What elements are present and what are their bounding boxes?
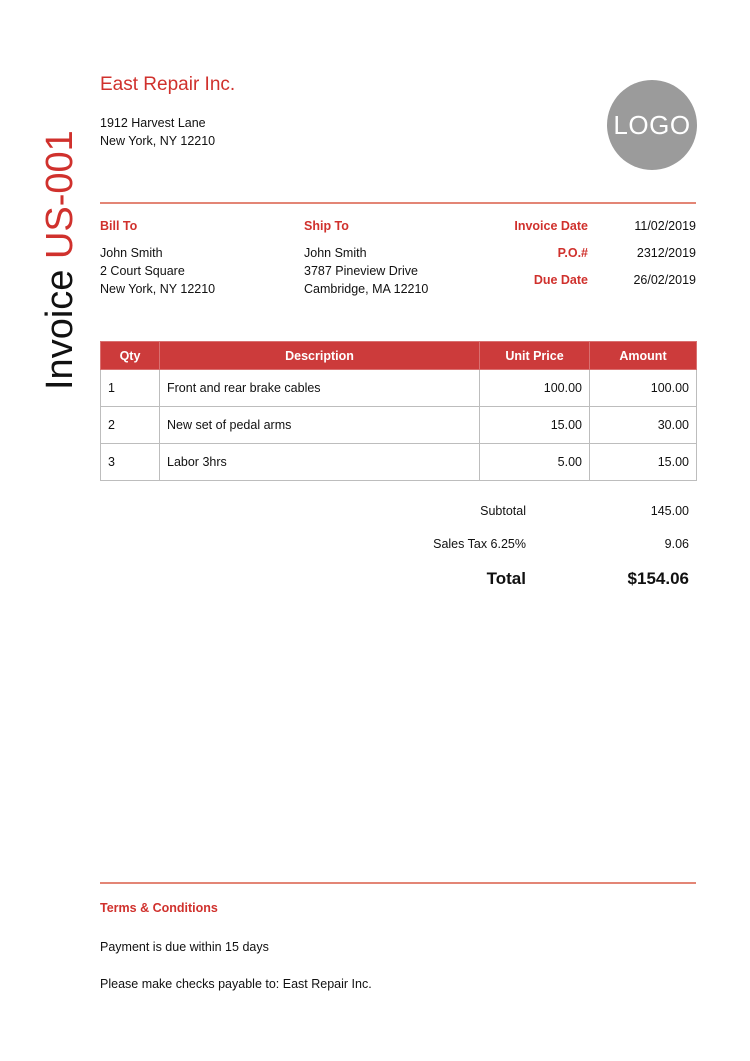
- row-unit-price: 5.00: [480, 444, 590, 481]
- table-row: [101, 444, 697, 481]
- col-qty: Qty: [101, 342, 160, 370]
- total-label: Total: [486, 569, 526, 588]
- table-header-row: [101, 342, 697, 370]
- total-value: $154.06: [627, 569, 689, 588]
- col-description: Description: [160, 342, 480, 370]
- col-unit-price: Unit Price: [480, 342, 590, 370]
- invoice-date-label: Invoice Date: [514, 219, 588, 233]
- tax-value: 9.06: [664, 537, 689, 551]
- subtotal-value: 145.00: [650, 504, 689, 518]
- line-items-table: [100, 341, 697, 481]
- row-qty: 2: [101, 407, 160, 444]
- tax-label: Sales Tax 6.25%: [433, 537, 526, 551]
- terms-line1: Payment is due within 15 days: [100, 940, 269, 954]
- due-date-label: Due Date: [533, 273, 588, 287]
- terms-line2: Please make checks payable to: East Repair Inc.: [100, 977, 372, 991]
- row-unit-price: 100.00: [480, 370, 590, 407]
- po-value: 2312/2019: [636, 246, 696, 260]
- po-label: P.O.#: [557, 246, 588, 260]
- due-date-value: 26/02/2019: [633, 273, 696, 287]
- subtotal-label: Subtotal: [480, 504, 526, 518]
- col-amount: Amount: [590, 342, 697, 370]
- logo-placeholder: [607, 80, 697, 170]
- terms-label: Terms & Conditions: [100, 901, 218, 915]
- invoice-date-value: 11/02/2019: [634, 219, 696, 233]
- ship-to-label: Ship To: [304, 219, 349, 233]
- ship-to-line1: 3787 Pineview Drive: [304, 264, 418, 278]
- bill-to-line1: 2 Court Square: [100, 264, 185, 278]
- row-description: Labor 3hrs: [160, 444, 480, 481]
- company-name: East Repair Inc.: [100, 74, 236, 95]
- table-row: [101, 370, 697, 407]
- row-unit-price: 15.00: [480, 407, 590, 444]
- logo-text: LOGO: [613, 109, 691, 140]
- company-address-line2: New York, NY 12210: [100, 134, 216, 148]
- row-description: Front and rear brake cables: [160, 370, 480, 407]
- invoice-number: US-001: [39, 130, 81, 260]
- bill-to-line2: New York, NY 12210: [100, 282, 216, 296]
- row-amount: 15.00: [590, 444, 697, 481]
- row-amount: 100.00: [590, 370, 697, 407]
- ship-to-line2: Cambridge, MA 12210: [304, 282, 429, 296]
- footer-divider: [100, 882, 696, 884]
- row-description: New set of pedal arms: [160, 407, 480, 444]
- bill-to-name: John Smith: [100, 246, 163, 260]
- bill-to-label: Bill To: [100, 219, 138, 233]
- row-qty: 1: [101, 370, 160, 407]
- invoice-title-word: Invoice: [39, 269, 81, 390]
- invoice-title: [40, 130, 80, 390]
- row-qty: 3: [101, 444, 160, 481]
- header-divider: [100, 202, 696, 204]
- row-amount: 30.00: [590, 407, 697, 444]
- table-row: [101, 407, 697, 444]
- ship-to-name: John Smith: [304, 246, 367, 260]
- company-address-line1: 1912 Harvest Lane: [100, 116, 206, 130]
